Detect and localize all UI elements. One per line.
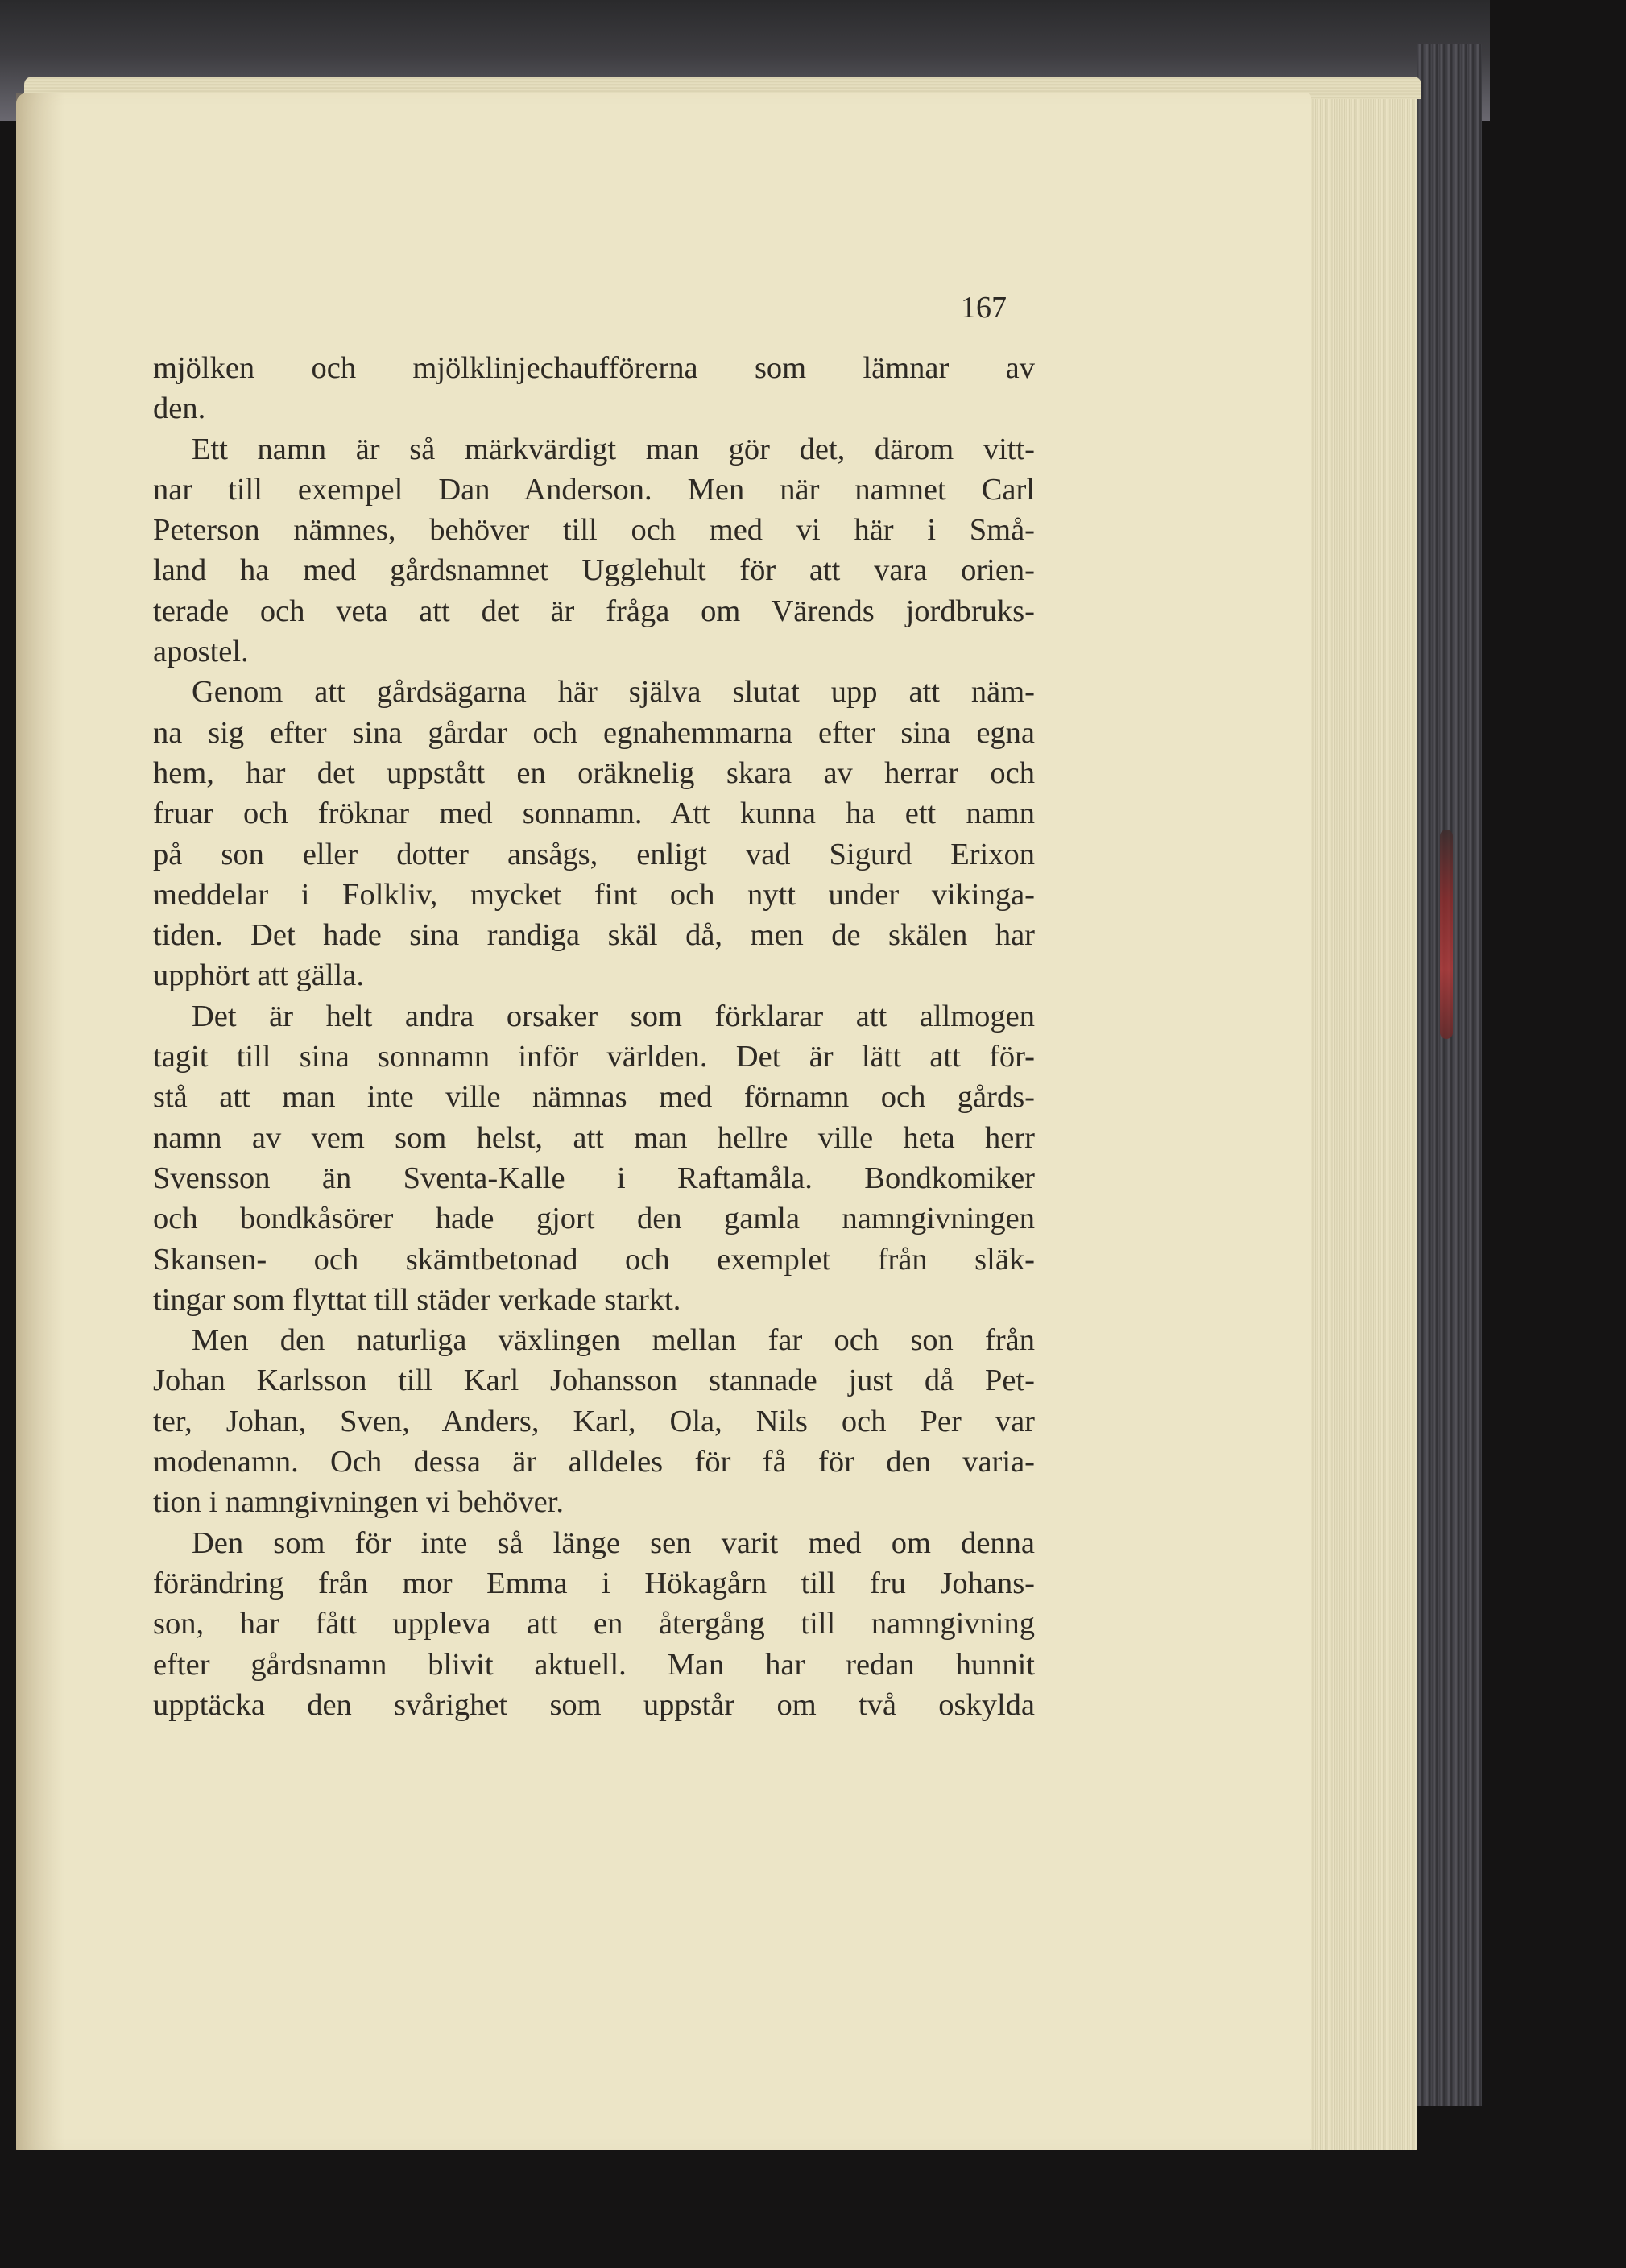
bookmark-ribbon	[1440, 830, 1453, 1039]
page-number: 167	[961, 291, 1007, 325]
text-line: Den som för inte så länge sen varit med om denna	[192, 1525, 1035, 1560]
page-edges	[1311, 89, 1417, 2150]
text-line: Peterson nämnes, behöver till och med vi här i Små-	[153, 513, 1035, 548]
text-line: tion i namngivningen vi behöver.	[153, 1485, 565, 1520]
text-line: den.	[153, 391, 206, 426]
text-line: efter gårdsnamn blivit aktuell. Man har redan hunnit	[153, 1647, 1035, 1682]
text-line: nar till exempel Dan Anderson. Men när namnet Carl	[153, 472, 1035, 507]
text-line: apostel.	[153, 635, 249, 669]
text-line: upphört att gälla.	[153, 958, 364, 993]
text-line: ter, Johan, Sven, Anders, Karl, Ola, Nils och Per var	[153, 1404, 1035, 1438]
text-line: modenamn. Och dessa är alldeles för få för den varia-	[153, 1445, 1035, 1480]
text-line: namn av vem som helst, att man hellre ville heta herr	[153, 1120, 1035, 1155]
text-line: land ha med gårdsnamnet Ugglehult för att vara orien-	[153, 553, 1035, 588]
text-line: Johan Karlsson till Karl Johansson stannade just då Pet-	[153, 1364, 1035, 1398]
text-line: förändring från mor Emma i Hökagårn till fru Johans-	[153, 1566, 1035, 1600]
text-line: tingar som flyttat till städer verkade starkt.	[153, 1282, 681, 1317]
body-text	[153, 348, 1035, 1725]
text-line: tagit till sina sonnamn inför världen. Det är lätt att för-	[153, 1040, 1035, 1074]
text-line: hem, har det uppstått en oräknelig skara av herrar och	[153, 755, 1035, 790]
text-line: son, har fått uppleva att en återgång till namngivning	[153, 1607, 1035, 1641]
text-line: Genom att gårdsägarna här själva slutat upp att näm-	[192, 675, 1035, 710]
text-line: Skansen- och skämtbetonad och exemplet från släk-	[153, 1242, 1035, 1277]
text-line: och bondkåsörer hade gjort den gamla namngivningen	[153, 1202, 1035, 1236]
text-line: stå att man inte ville nämnas med förnamn och gårds-	[153, 1080, 1035, 1115]
text-line: fruar och fröknar med sonnamn. Att kunna ha ett namn	[153, 797, 1035, 831]
book-cover-edge	[1417, 44, 1482, 2106]
text-line: Svensson än Sventa-Kalle i Raftamåla. Bondkomiker	[153, 1161, 1035, 1195]
text-line: Det är helt andra orsaker som förklarar att allmogen	[192, 999, 1035, 1033]
text-line: tiden. Det hade sina randiga skäl då, men de skälen har	[153, 918, 1035, 953]
text-line: upptäcka den svårighet som uppstår om två oskylda	[153, 1687, 1035, 1722]
text-line: Men den naturliga växlingen mellan far och son från	[192, 1323, 1035, 1358]
text-line: på son eller dotter ansågs, enligt vad Sigurd Erixon	[153, 837, 1035, 871]
text-line: Ett namn är så märkvärdigt man gör det, därom vitt-	[192, 432, 1035, 466]
text-line: na sig efter sina gårdar och egnahemmarna efter sina egna	[153, 715, 1035, 750]
text-line: terade och veta att det är fråga om Värends jordbruks-	[153, 594, 1035, 628]
text-line: meddelar i Folkliv, mycket fint och nytt under vikinga-	[153, 877, 1035, 912]
text-line: mjölken och mjölklinjechaufförerna som lämnar av	[153, 351, 1035, 385]
